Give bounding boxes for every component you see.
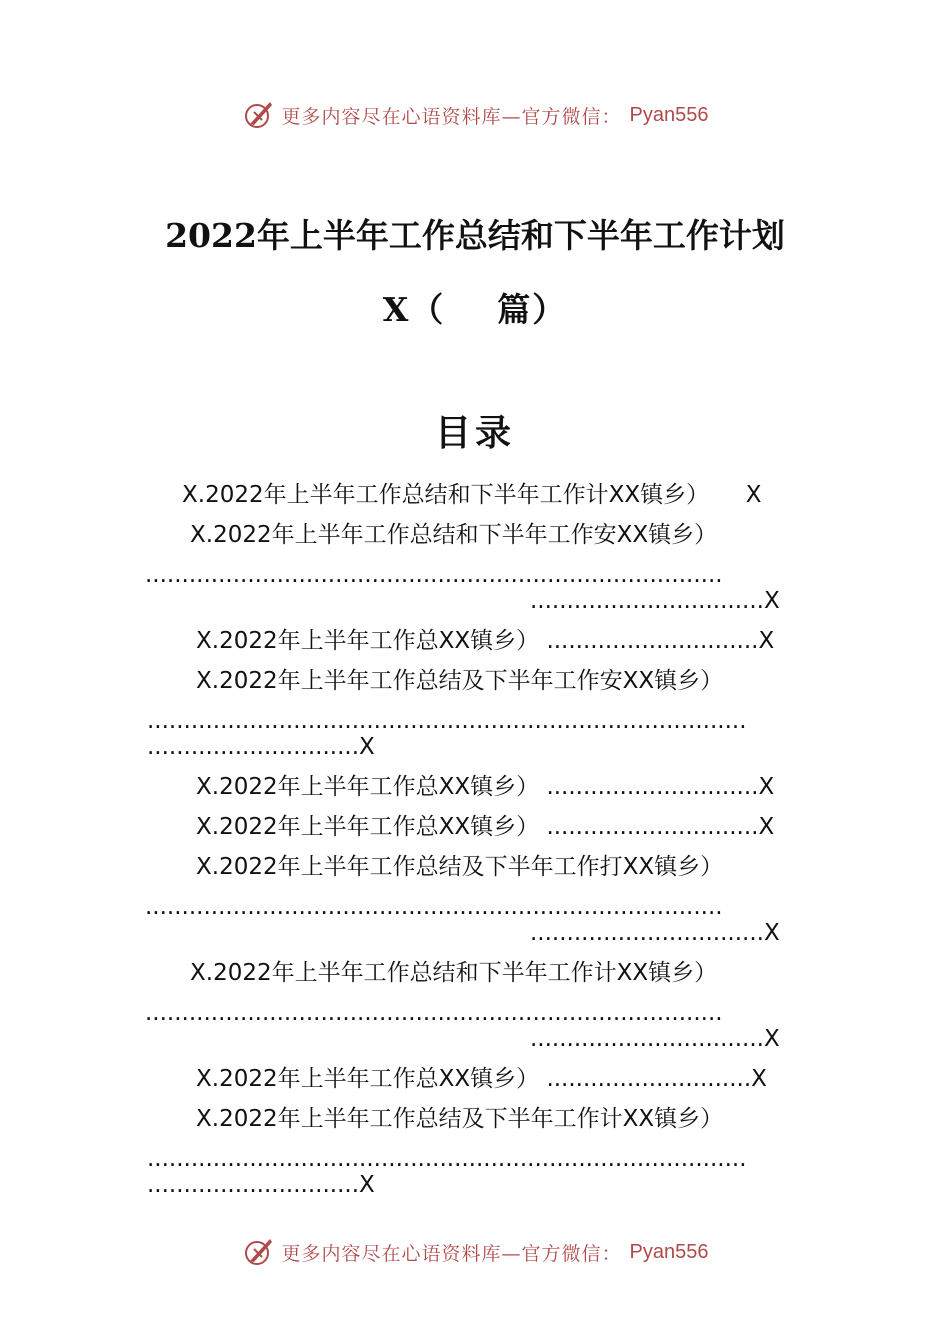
toc-page-2: ................................X <box>530 588 780 614</box>
watermark-id: Pyan556 <box>629 1240 709 1263</box>
toc-entry-5[interactable] <box>196 772 774 802</box>
toc-entry-8[interactable] <box>190 958 717 988</box>
toc-entry-text: X.2022年上半年工作总结及下半年工作计XX镇乡） <box>196 1106 724 1132</box>
toc-leader-2: ............................................................................... <box>145 562 723 588</box>
watermark-text: 更多内容尽在心语资料库—官方微信： <box>281 105 622 128</box>
toc-entry-1[interactable] <box>182 480 762 510</box>
watermark-bottom <box>0 1232 950 1272</box>
toc-entry-7[interactable] <box>196 852 723 882</box>
toc-page-8: ................................X <box>530 1026 780 1052</box>
toc-entry-text: X.2022年上半年工作总XX镇乡） <box>196 774 540 800</box>
toc-entry-text: X.2022年上半年工作总结及下半年工作打XX镇乡） <box>196 854 724 880</box>
toc-entry-text: X.2022年上半年工作总XX镇乡） <box>196 628 540 654</box>
toc-page-10: .............................X <box>147 1172 375 1198</box>
toc-leader-7: ............................................................................... <box>145 894 723 920</box>
toc-entry-text: X.2022年上半年工作总结和下半年工作计XX镇乡） <box>182 482 710 508</box>
toc-entry-page: X <box>745 482 762 508</box>
toc-leader-4: .................................................................................. <box>147 708 747 734</box>
subtitle-left: X（ <box>382 290 446 329</box>
toc-leader-10: .................................................................................. <box>147 1146 747 1172</box>
toc-entry-text: X.2022年上半年工作总XX镇乡） <box>196 814 540 840</box>
toc-leader-8: ............................................................................... <box>145 1000 723 1026</box>
toc-leader-3: .............................X <box>546 628 775 654</box>
quill-logo-icon <box>242 1235 276 1269</box>
toc-entry-text: X.2022年上半年工作总结及下半年工作安XX镇乡） <box>196 668 724 694</box>
toc-entry-3[interactable] <box>196 626 774 656</box>
toc-entry-9[interactable] <box>196 1064 767 1094</box>
toc-page-4: .............................X <box>147 734 375 760</box>
toc-entry-text: X.2022年上半年工作总XX镇乡） <box>196 1066 540 1092</box>
toc-entry-6[interactable] <box>196 812 774 842</box>
watermark-top <box>0 95 950 135</box>
toc-entry-text: X.2022年上半年工作总结和下半年工作计XX镇乡） <box>190 960 718 986</box>
toc-entry-text: X.2022年上半年工作总结和下半年工作安XX镇乡） <box>190 522 718 548</box>
toc-page-7: ................................X <box>530 920 780 946</box>
document-subtitle <box>0 284 950 331</box>
quill-logo-icon <box>242 98 276 132</box>
toc-entry-2[interactable] <box>190 520 717 550</box>
toc-leader-9: ............................X <box>546 1066 767 1092</box>
watermark-id: Pyan556 <box>629 103 709 126</box>
document-title: 2022年上半年工作总结和下半年工作计划 <box>165 216 785 255</box>
toc-leader-6: .............................X <box>546 814 775 840</box>
toc-entry-10[interactable] <box>196 1104 723 1134</box>
toc-entry-4[interactable] <box>196 666 723 696</box>
subtitle-right: 篇） <box>497 290 568 329</box>
toc-leader-5: .............................X <box>546 774 775 800</box>
watermark-text: 更多内容尽在心语资料库—官方微信： <box>281 1242 622 1265</box>
toc-heading: 目录 <box>434 412 515 454</box>
